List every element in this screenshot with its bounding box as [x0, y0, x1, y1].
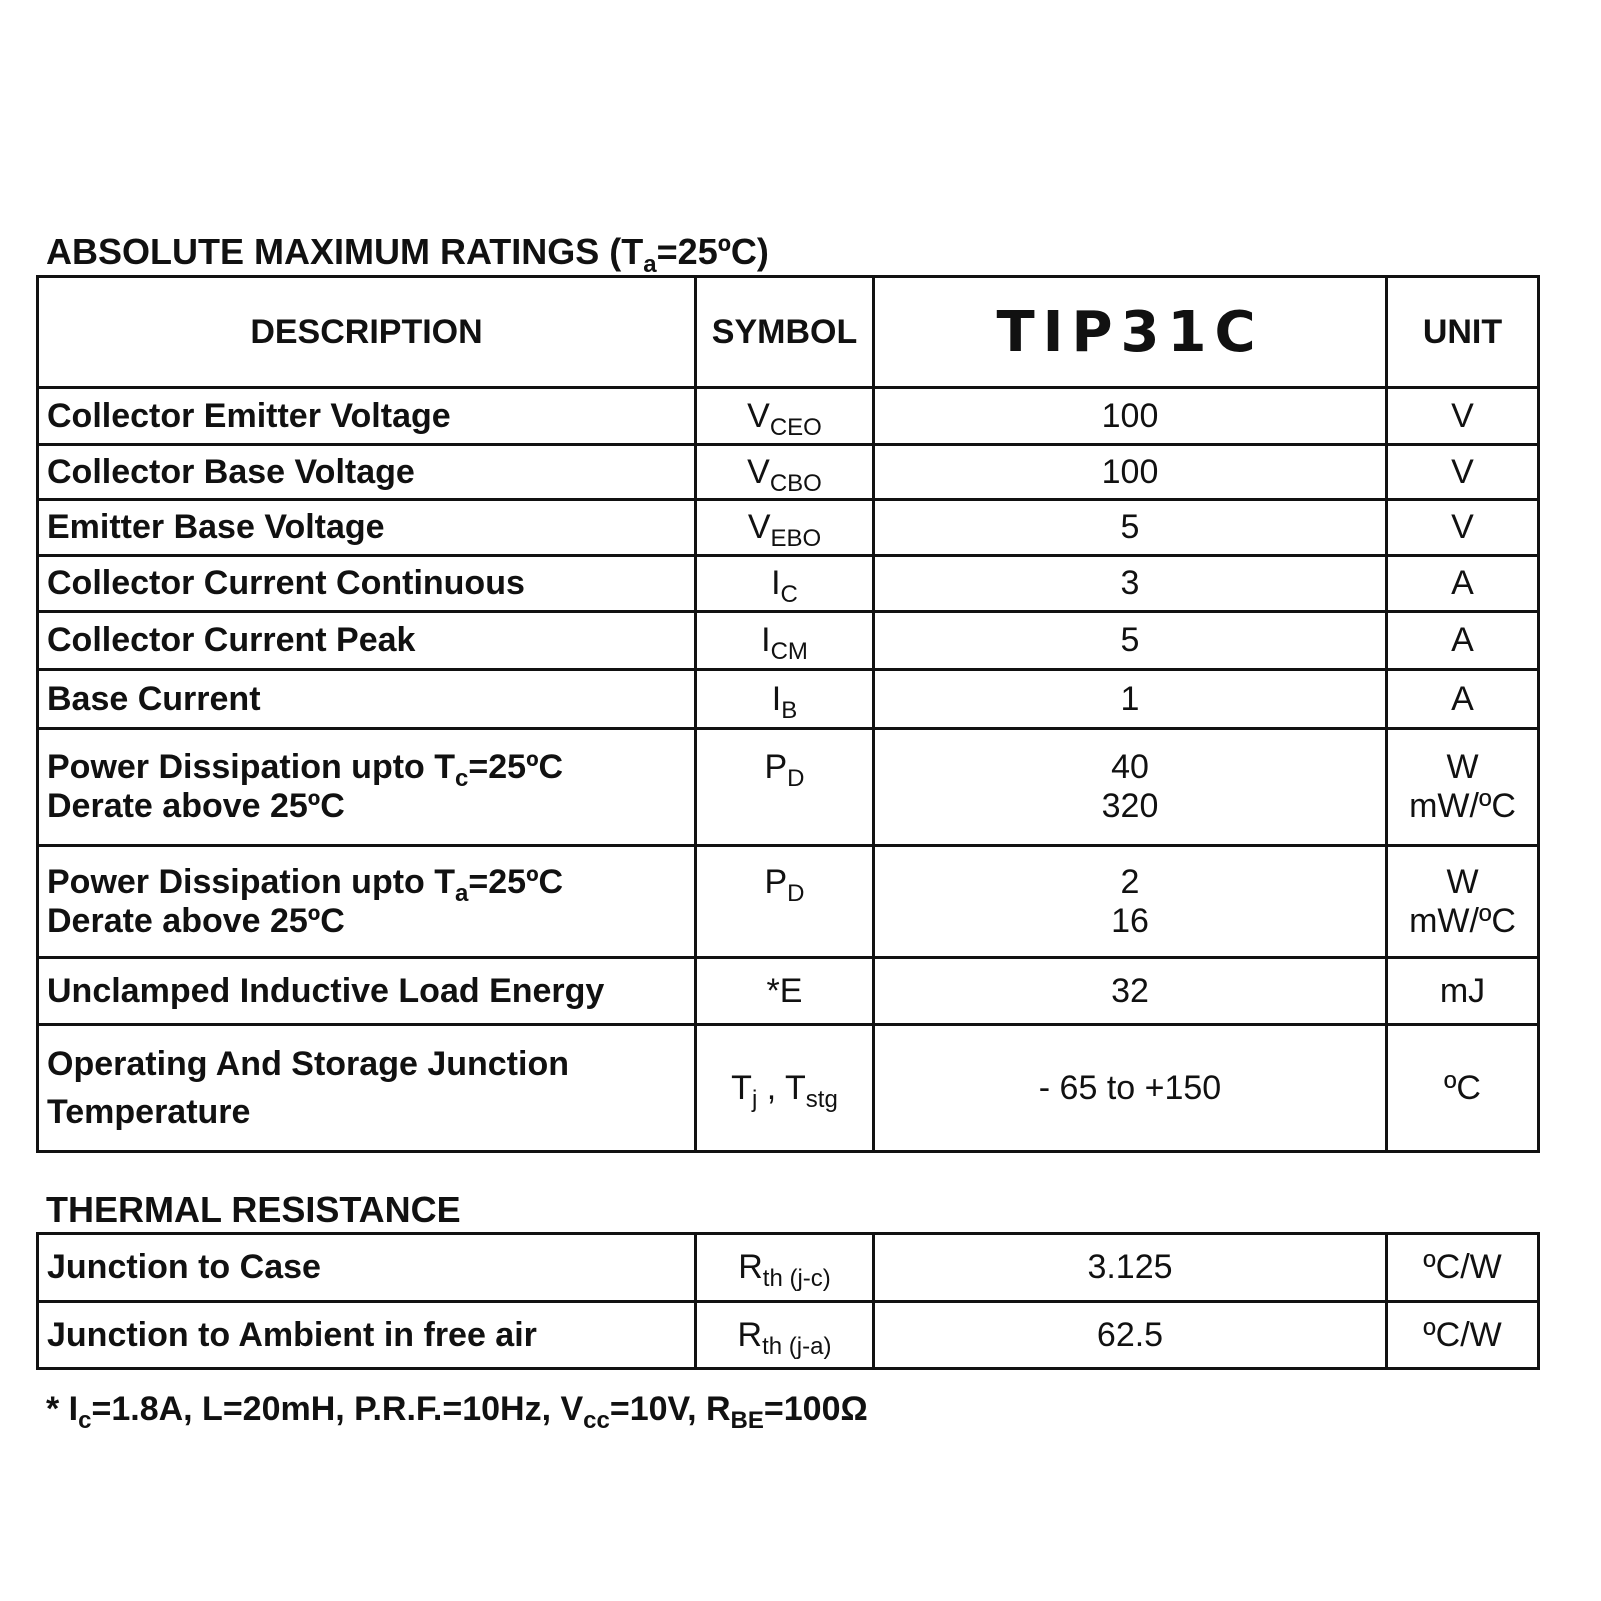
row-symbol: $I_B$	[696, 670, 874, 729]
table-row	[38, 958, 1539, 1025]
row-symbol: $P_D$	[696, 846, 874, 958]
row-description: Collector Current Peak	[38, 612, 696, 670]
row-unit: A	[1387, 556, 1539, 612]
header-unit: UNIT	[1387, 277, 1539, 388]
row-symbol: $I_{CM}$	[696, 612, 874, 670]
row-symbol: $R_{th (j-c)}$	[696, 1234, 874, 1302]
table-row	[38, 1025, 1539, 1152]
row-description: Junction to Case	[38, 1234, 696, 1302]
ratings-title: ABSOLUTE MAXIMUM RATINGS $(T_a=25ºC)$	[46, 231, 769, 278]
table-row	[38, 445, 1539, 500]
row-description: Emitter Base Voltage	[38, 500, 696, 556]
row-value: 5	[874, 612, 1387, 670]
row-description: Power Dissipation upto $T_a=25ºC$ Derate above 25ºC	[38, 846, 696, 958]
row-value: 3	[874, 556, 1387, 612]
thermal-table	[36, 1232, 1540, 1370]
row-unit: A	[1387, 612, 1539, 670]
table-row	[38, 1302, 1539, 1369]
row-value: 62.5	[874, 1302, 1387, 1369]
header-row	[38, 277, 1539, 388]
row-symbol: $V_{CEO}$	[696, 388, 874, 445]
table-row	[38, 388, 1539, 445]
row-unit: ºC/W	[1387, 1234, 1539, 1302]
row-unit: V	[1387, 388, 1539, 445]
row-description: Collector Base Voltage	[38, 445, 696, 500]
row-unit: V	[1387, 500, 1539, 556]
derate-label: Derate above 25ºC	[47, 787, 345, 825]
row-value: 100	[874, 445, 1387, 500]
row-value: 5	[874, 500, 1387, 556]
row-value: 2 16	[874, 846, 1387, 958]
row-description: Operating And Storage Junction Temperature	[38, 1025, 696, 1152]
table-row	[38, 612, 1539, 670]
row-symbol: $R_{th (j-a)}$	[696, 1302, 874, 1369]
row-description: Collector Emitter Voltage	[38, 388, 696, 445]
row-unit: W mW/ºC	[1387, 729, 1539, 846]
row-description: Collector Current Continuous	[38, 556, 696, 612]
power-dissipation-ta-row	[38, 846, 1539, 958]
row-value: 1	[874, 670, 1387, 729]
row-symbol: $V_{CBO}$	[696, 445, 874, 500]
table-row	[38, 556, 1539, 612]
row-description: Base Current	[38, 670, 696, 729]
table-row	[38, 1234, 1539, 1302]
header-symbol: SYMBOL	[696, 277, 874, 388]
row-value: 3.125	[874, 1234, 1387, 1302]
row-value: 32	[874, 958, 1387, 1025]
row-symbol: *E	[696, 958, 874, 1025]
header-description: DESCRIPTION	[38, 277, 696, 388]
row-symbol: $P_D$	[696, 729, 874, 846]
ratings-table	[36, 275, 1540, 1153]
row-description: Power Dissipation upto $T_c=25ºC$ Derate above 25ºC	[38, 729, 696, 846]
row-unit: mJ	[1387, 958, 1539, 1025]
row-unit: V	[1387, 445, 1539, 500]
row-symbol: $T_j$ , $T_{stg}$	[696, 1025, 874, 1152]
row-value: 40 320	[874, 729, 1387, 846]
row-unit: W mW/ºC	[1387, 846, 1539, 958]
table-row	[38, 500, 1539, 556]
row-unit: ºC/W	[1387, 1302, 1539, 1369]
row-value: 100	[874, 388, 1387, 445]
row-unit: A	[1387, 670, 1539, 729]
row-value: - 65 to +150	[874, 1025, 1387, 1152]
derate-label: Derate above 25ºC	[47, 901, 345, 940]
thermal-title: THERMAL RESISTANCE	[46, 1189, 461, 1230]
header-part-number: TIP31C	[874, 277, 1387, 388]
power-dissipation-tc-row	[38, 729, 1539, 846]
table-row	[38, 670, 1539, 729]
row-description: Junction to Ambient in free air	[38, 1302, 696, 1369]
row-unit: ºC	[1387, 1025, 1539, 1152]
footnote: * $I_c=1.8A$, L=20mH, P.R.F.=10Hz, $V_{cc}=10V$, $R_{BE}=100\Omega$	[46, 1390, 868, 1434]
row-symbol: $V_{EBO}$	[696, 500, 874, 556]
row-description: Unclamped Inductive Load Energy	[38, 958, 696, 1025]
row-symbol: $I_C$	[696, 556, 874, 612]
